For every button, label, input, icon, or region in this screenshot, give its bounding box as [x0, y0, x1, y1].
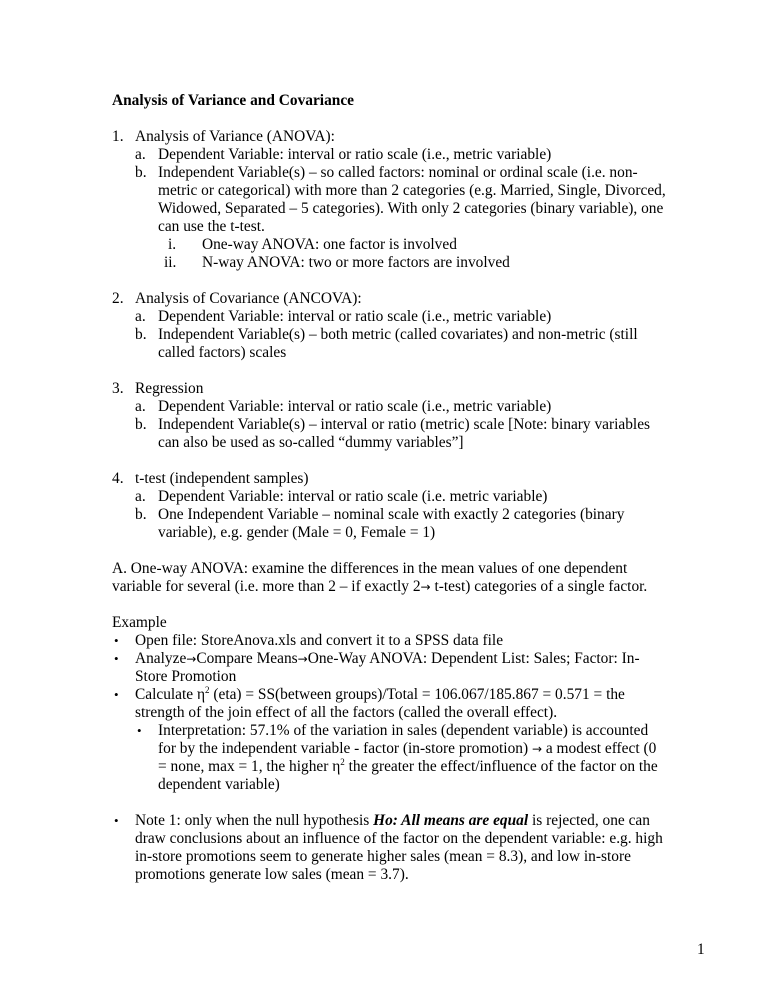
subitem-text: N-way ANOVA: two or more factors are involved	[202, 254, 510, 271]
item-text: Independent Variable(s) – both metric (called covariates) and non-metric (still	[158, 326, 638, 343]
section-title: Analysis of Covariance (ANCOVA):	[135, 290, 362, 307]
right-arrow-icon: →	[186, 652, 197, 666]
superscript: 2	[340, 757, 345, 767]
bullet-icon: •	[137, 723, 142, 738]
section-title: t-test (independent samples)	[135, 470, 309, 487]
section-title: Regression	[135, 380, 204, 397]
item-text: One Independent Variable – nominal scale with exactly 2 categories (binary	[158, 506, 625, 523]
document-heading: Analysis of Variance and Covariance	[112, 92, 354, 109]
bullet-icon: •	[114, 687, 119, 702]
bullet-text	[135, 686, 625, 704]
section-number: 1.	[112, 128, 124, 145]
item-text: Widowed, Separated – 5 categories). With only 2 categories (binary variable), one	[158, 200, 664, 217]
bullet-text: Store Promotion	[135, 668, 237, 685]
subitem-marker: i.	[168, 236, 177, 253]
bullet-icon: •	[114, 651, 119, 666]
bullet-icon: •	[114, 633, 119, 648]
item-text: Dependent Variable: interval or ratio scale (i.e., metric variable)	[158, 398, 552, 415]
text-run: Calculate η	[135, 686, 206, 703]
item-marker: a.	[135, 146, 146, 163]
note-text: in-store promotions seem to generate higher sales (mean = 8.3), and low in-store	[135, 848, 631, 865]
subitem-text: One-way ANOVA: one factor is involved	[202, 236, 457, 253]
right-arrow-icon: →	[420, 580, 431, 594]
note-text: draw conclusions about an influence of the factor on the dependent variable: e.g. high	[135, 830, 663, 847]
paragraph-line	[112, 578, 647, 596]
item-marker: a.	[135, 308, 146, 325]
section-number: 4.	[112, 470, 124, 487]
sub-bullet-text	[158, 740, 656, 758]
text-run: (eta) = SS(between groups)/Total = 106.067/185.867 = 0.571 = the	[209, 686, 625, 703]
text-run: is rejected, one can	[528, 812, 650, 829]
item-text: Independent Variable(s) – interval or ratio (metric) scale [Note: binary variables	[158, 416, 651, 433]
item-marker: b.	[135, 326, 147, 343]
text-run: for by the independent variable - factor (in-store promotion)	[158, 740, 529, 757]
bullet-icon: •	[114, 813, 119, 828]
right-arrow-icon: →	[531, 742, 543, 756]
item-marker: a.	[135, 488, 146, 505]
item-text: called factors) scales	[158, 344, 287, 361]
paragraph-line: A. One-way ANOVA: examine the differences in the mean values of one dependent	[112, 560, 628, 577]
page-number: 1	[697, 941, 705, 958]
item-text: can use the t-test.	[158, 218, 265, 235]
item-text: Independent Variable(s) – so called factors: nominal or ordinal scale (i.e. non-	[158, 164, 638, 181]
text-run: the greater the effect/influence of the factor on the	[344, 758, 658, 775]
item-text: variable), e.g. gender (Male = 0, Female = 1)	[158, 524, 436, 541]
sub-bullet-text: Interpretation: 57.1% of the variation in sales (dependent variable) is accounted	[158, 722, 649, 739]
text-run: Analyze	[135, 650, 187, 667]
bullet-text: Open file: StoreAnova.xls and convert it to a SPSS data file	[135, 632, 504, 649]
bullet-text	[135, 650, 640, 668]
item-marker: a.	[135, 398, 146, 415]
text-run: t-test) categories of a single factor.	[430, 578, 648, 595]
bullet-text: strength of the join effect of all the factors (called the overall effect).	[135, 704, 558, 721]
item-text: Dependent Variable: interval or ratio scale (i.e. metric variable)	[158, 488, 548, 505]
item-text: Dependent Variable: interval or ratio scale (i.e., metric variable)	[158, 308, 552, 325]
item-marker: b.	[135, 416, 147, 433]
sub-bullet-text	[158, 758, 658, 776]
item-text: Dependent Variable: interval or ratio scale (i.e., metric variable)	[158, 146, 552, 163]
item-text: can also be used as so-called “dummy variables”]	[158, 434, 464, 451]
superscript: 2	[205, 685, 210, 695]
text-run: = none, max = 1, the higher η	[158, 758, 341, 775]
item-marker: b.	[135, 164, 147, 181]
right-arrow-icon: →	[297, 652, 308, 666]
text-run: Note 1: only when the null hypothesis	[135, 812, 374, 829]
note-text: promotions generate low sales (mean = 3.7).	[135, 866, 409, 883]
example-heading: Example	[112, 614, 167, 631]
item-text: metric or categorical) with more than 2 categories (e.g. Married, Single, Divorced,	[158, 182, 666, 199]
section-number: 3.	[112, 380, 124, 397]
text-run: a modest effect (0	[542, 740, 657, 757]
null-hypothesis-emphasis: Ho: All means are equal	[373, 812, 529, 829]
section-title: Analysis of Variance (ANOVA):	[135, 128, 335, 145]
item-marker: b.	[135, 506, 147, 523]
text-run: variable for several (i.e. more than 2 – if exactly 2	[112, 578, 421, 595]
subitem-marker: ii.	[164, 254, 177, 271]
text-run: Compare Means	[196, 650, 298, 667]
text-run: One-Way ANOVA: Dependent List: Sales; Factor: In-	[307, 650, 640, 667]
section-number: 2.	[112, 290, 124, 307]
note-text	[135, 812, 650, 830]
sub-bullet-text: dependent variable)	[158, 776, 280, 793]
